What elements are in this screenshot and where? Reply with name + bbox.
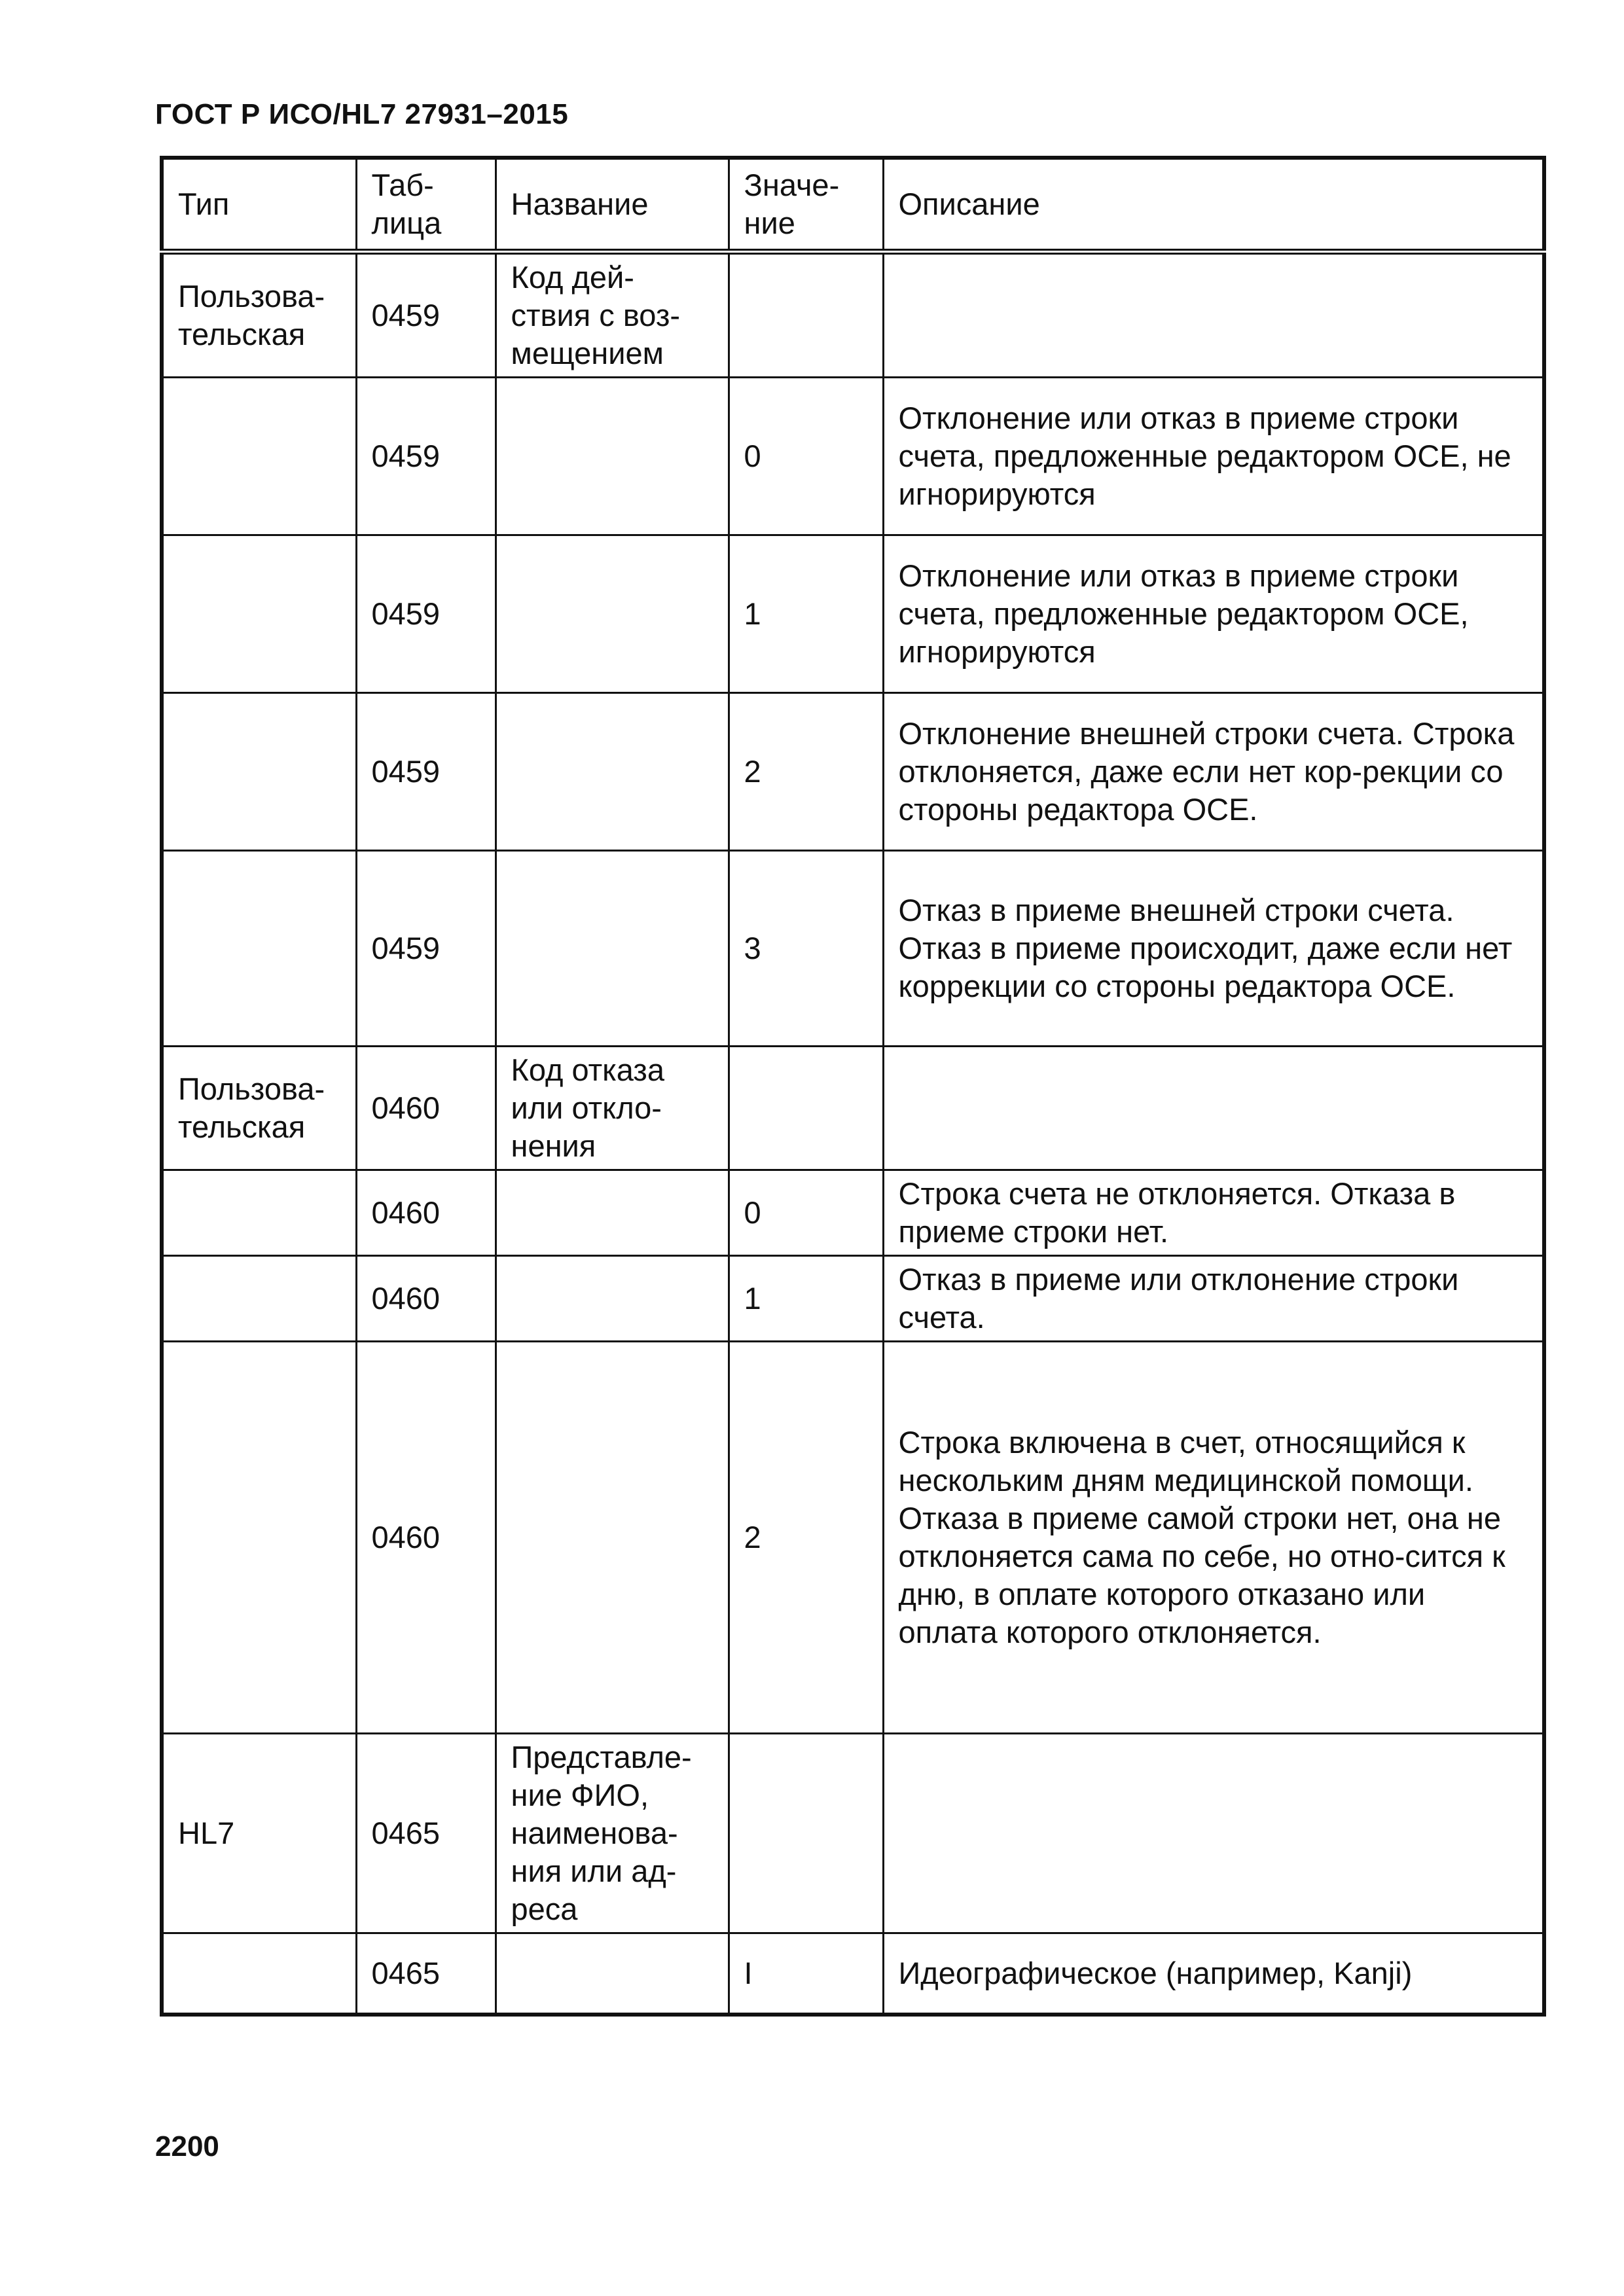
table-row bbox=[162, 1933, 1544, 2015]
table-row bbox=[162, 1170, 1544, 1256]
cell-description bbox=[883, 1734, 1544, 1933]
table-row bbox=[162, 252, 1544, 378]
cell-value: 0 bbox=[729, 378, 883, 535]
cell-name: Представле- ние ФИО, наименова- ния или ад- реса bbox=[496, 1734, 729, 1933]
cell-description: Отклонение или отказ в приеме строки счета, предложенные редактором ОСЕ, игнорируются bbox=[883, 535, 1544, 693]
cell-table: 0465 bbox=[356, 1933, 496, 2015]
cell-value: 2 bbox=[729, 1342, 883, 1734]
header-description: Описание bbox=[883, 158, 1544, 252]
table-row bbox=[162, 378, 1544, 535]
cell-value bbox=[729, 1734, 883, 1933]
cell-table: 0459 bbox=[356, 693, 496, 851]
cell-table: 0465 bbox=[356, 1734, 496, 1933]
cell-name bbox=[496, 1170, 729, 1256]
cell-table: 0460 bbox=[356, 1047, 496, 1170]
cell-type: HL7 bbox=[162, 1734, 356, 1933]
header-type: Тип bbox=[162, 158, 356, 252]
cell-type: Пользова- тельская bbox=[162, 1047, 356, 1170]
table-row bbox=[162, 1047, 1544, 1170]
cell-name bbox=[496, 1342, 729, 1734]
cell-name bbox=[496, 851, 729, 1047]
cell-description: Отказ в приеме внешней строки счета. Отказ в приеме происходит, даже если нет коррекции со стороны редактора ОСЕ. bbox=[883, 851, 1544, 1047]
cell-value: 0 bbox=[729, 1170, 883, 1256]
cell-value: 3 bbox=[729, 851, 883, 1047]
cell-description bbox=[883, 252, 1544, 378]
cell-name: Код дей- ствия с воз- мещением bbox=[496, 252, 729, 378]
cell-name bbox=[496, 1256, 729, 1342]
cell-value bbox=[729, 252, 883, 378]
cell-name bbox=[496, 693, 729, 851]
cell-type: Пользова- тельская bbox=[162, 252, 356, 378]
cell-description: Отклонение внешней строки счета. Строка отклоняется, даже если нет кор-рекции со стороны редактора ОСЕ. bbox=[883, 693, 1544, 851]
header-value: Значе- ние bbox=[729, 158, 883, 252]
cell-value: 2 bbox=[729, 693, 883, 851]
cell-description: Идеографическое (например, Kanji) bbox=[883, 1933, 1544, 2015]
table-row bbox=[162, 535, 1544, 693]
table-row bbox=[162, 1256, 1544, 1342]
cell-type bbox=[162, 1933, 356, 2015]
cell-type bbox=[162, 535, 356, 693]
cell-name bbox=[496, 1933, 729, 2015]
cell-value: 1 bbox=[729, 535, 883, 693]
header-table: Таб- лица bbox=[356, 158, 496, 252]
cell-type bbox=[162, 851, 356, 1047]
cell-table: 0460 bbox=[356, 1342, 496, 1734]
cell-description: Строка счета не отклоняется. Отказа в приеме строки нет. bbox=[883, 1170, 1544, 1256]
cell-description bbox=[883, 1047, 1544, 1170]
table-row bbox=[162, 1342, 1544, 1734]
cell-name: Код отказа или откло- нения bbox=[496, 1047, 729, 1170]
table-row bbox=[162, 693, 1544, 851]
cell-table: 0459 bbox=[356, 851, 496, 1047]
page-number: 2200 bbox=[155, 2130, 219, 2162]
table-row bbox=[162, 1734, 1544, 1933]
table-header-row bbox=[162, 158, 1544, 252]
cell-value: I bbox=[729, 1933, 883, 2015]
cell-name bbox=[496, 535, 729, 693]
cell-value: 1 bbox=[729, 1256, 883, 1342]
cell-table: 0460 bbox=[356, 1256, 496, 1342]
cell-type bbox=[162, 1256, 356, 1342]
table-row bbox=[162, 851, 1544, 1047]
cell-table: 0459 bbox=[356, 252, 496, 378]
cell-table: 0460 bbox=[356, 1170, 496, 1256]
cell-table: 0459 bbox=[356, 378, 496, 535]
cell-table: 0459 bbox=[356, 535, 496, 693]
cell-description: Строка включена в счет, относящийся к нескольким дням медицинской помощи. Отказа в приеме самой строки нет, она не отклоняется сама по себе, но отно-сится к дню, в оплате которого отказано или оплата которого отклоняется. bbox=[883, 1342, 1544, 1734]
cell-type bbox=[162, 1170, 356, 1256]
codes-table bbox=[160, 156, 1546, 2017]
cell-name bbox=[496, 378, 729, 535]
header-name: Название bbox=[496, 158, 729, 252]
cell-type bbox=[162, 1342, 356, 1734]
cell-value bbox=[729, 1047, 883, 1170]
document-header: ГОСТ Р ИСО/HL7 27931–2015 bbox=[155, 98, 569, 130]
cell-type bbox=[162, 378, 356, 535]
cell-description: Отказ в приеме или отклонение строки счета. bbox=[883, 1256, 1544, 1342]
cell-description: Отклонение или отказ в приеме строки счета, предложенные редактором ОСЕ, не игнорируются bbox=[883, 378, 1544, 535]
cell-type bbox=[162, 693, 356, 851]
